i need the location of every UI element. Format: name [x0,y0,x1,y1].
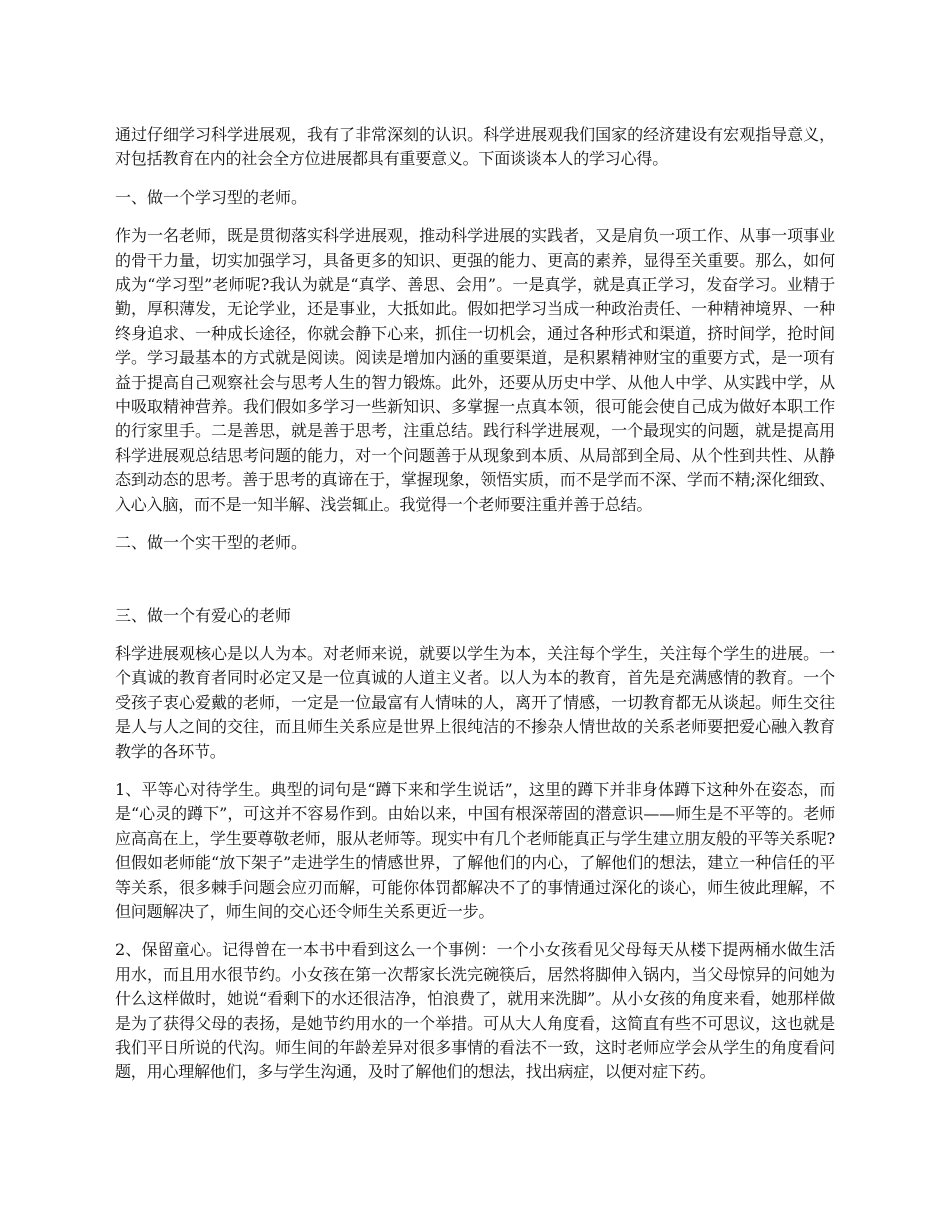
section-3-point-1: 1、平等心对待学生。典型的词句是“蹲下来和学生说话”，这里的蹲下并非身体蹲下这种外在姿态，而是“心灵的蹲下”，可这并不容易作到。由始以来，中国有根深蒂固的潜意识——师生是不平等的。老师应高高在上，学生要尊敬老师，服从老师等。现实中有几个老师能真正与学生建立朋友般的平等关系呢?但假如老师能“放下架子”走进学生的情感世界，了解他们的内心，了解他们的想法，建立一种信任的平等关系，很多棘手问题会应刃而解，可能你体罚都解决不了的事情通过深化的谈心，师生彼此理解，不但问题解决了，师生间的交心还令师生关系更近一步。 [115,779,835,921]
section-3-heading: 三、做一个有爱心的老师 [115,605,292,625]
section-3-point-2: 2、保留童心。记得曾在一本书中看到这么一个事例：一个小女孩看见父母每天从楼下提两桶水做生活用水，而且用水很节约。小女孩在第一次帮家长洗完碗筷后，居然将脚伸入锅内，当父母惊异的问她为什么这样做时，她说“看剩下的水还很洁净，怕浪费了，就用来洗脚”。从小女孩的角度来看，她那样做是为了获得父母的表扬，是她节约用水的一个举措。可从大人角度看，这简直有些不可思议，这也就是我们平日所说的代沟。师生间的年龄差异对很多事情的看法不一致，这时老师应学会从学生的角度看问题，用心理解他们，多与学生沟通，及时了解他们的想法，找出病症，以便对症下药。 [115,940,835,1082]
section-3-body: 科学进展观核心是以人为本。对老师来说，就要以学生为本，关注每个学生，关注每个学生的进展。一个真诚的教育者同时必定又是一位真诚的人道主义者。以人为本的教育，首先是充满感情的教育。一个受孩子衷心爱戴的老师，一定是一位最富有人情味的人，离开了情感，一切教育都无从谈起。师生交往是人与人之间的交往，而且师生关系应是世界上很纯洁的不掺杂人情世故的关系老师要把爱心融入教育教学的各环节。 [115,643,835,761]
intro-paragraph: 通过仔细学习科学进展观，我有了非常深刻的认识。科学进展观我们国家的经济建设有宏观指导意义，对包括教育在内的社会全方位进展都具有重要意义。下面谈谈本人的学习心得。 [115,125,835,169]
section-1-body: 作为一名老师，既是贯彻落实科学进展观，推动科学进展的实践者，又是肩负一项工作、从事一项事业的骨干力量，切实加强学习，具备更多的知识、更强的能力、更高的素养，显得至关重要。那么，如何成为“学习型”老师呢?我认为就是“真学、善思、会用”。一是真学，就是真正学习，发奋学习。业精于勤，厚积薄发，无论学业，还是事业，大抵如此。假如把学习当成一种政治责任、一种精神境界、一种终身追求、一种成长途径，你就会静下心来，抓住一切机会，通过各种形式和渠道，挤时间学，抢时间学。学习最基本的方式就是阅读。阅读是增加内涵的重要渠道，是积累精神财宝的重要方式，是一项有益于提高自己观察社会与思考人生的智力锻炼。此外，还要从历史中学、从他人中学、从实践中学，从中吸取精神营养。我们假如多学习一些新知识、多掌握一点真本领，很可能会使自己成为做好本职工作的行家里手。二是善思，就是善于思考，注重总结。践行科学进展观，一个最现实的问题，就是提高用科学进展观总结思考问题的能力，对一个问题善于从现象到本质、从局部到全局、从个性到共性、从静态到动态的思考。善于思考的真谛在于，掌握现象，领悟实质，而不是学而不深、学而不精;深化细致、入心入脑，而不是一知半解、浅尝辄止。我觉得一个老师要注重并善于总结。 [115,226,835,514]
section-1-heading: 一、做一个学习型的老师。 [115,187,308,207]
section-2-heading: 二、做一个实干型的老师。 [115,533,308,553]
document-page [115,123,835,1085]
